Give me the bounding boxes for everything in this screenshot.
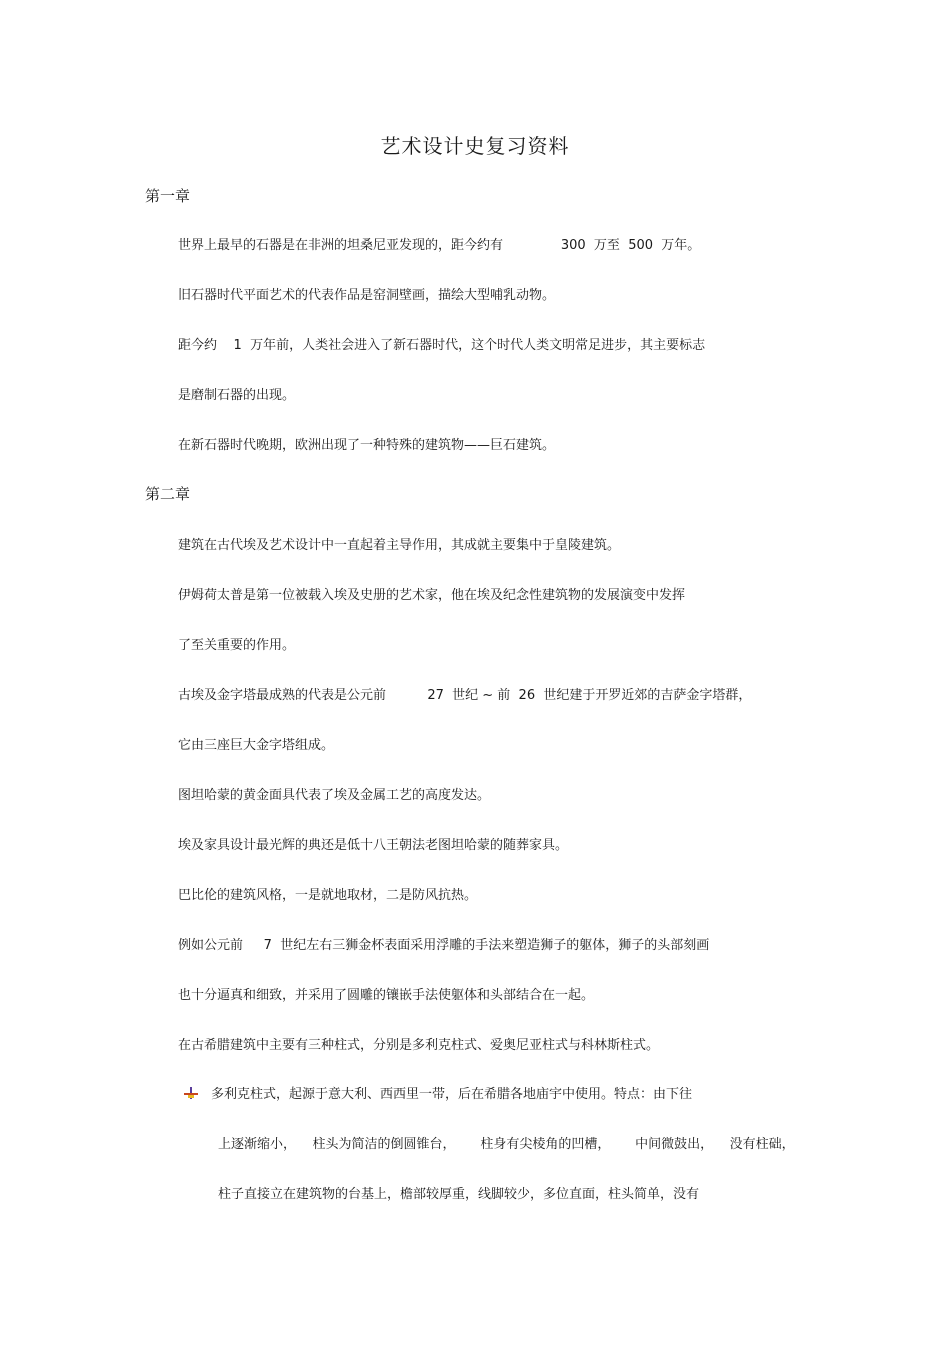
chapter-1-paragraph: 世界上最早的石器是在非洲的坦桑尼亚发现的，距今约有 300 万至 500 万年。 [178, 238, 701, 253]
chapter-1-paragraph: 在新石器时代晚期，欧洲出现了一种特殊的建筑物——巨石建筑。 [178, 438, 556, 453]
chapter-2-paragraph: 建筑在古代埃及艺术设计中一直起着主导作用，其成就主要集中于皇陵建筑。 [178, 538, 621, 553]
chapter-1-paragraph: 旧石器时代平面艺术的代表作品是窑洞壁画，描绘大型哺乳动物。 [178, 288, 556, 303]
chapter-2-paragraph: 埃及家具设计最光辉的典还是低十八王朝法老图坦哈蒙的随葬家具。 [178, 838, 569, 853]
chapter-2-paragraph: 伊姆荷太普是第一位被载入埃及史册的艺术家，他在埃及纪念性建筑物的发展演变中发挥 [178, 588, 686, 603]
chapter-2-paragraph: 在古希腊建筑中主要有三种柱式，分别是多利克柱式、爱奥尼亚柱式与科林斯柱式。 [178, 1038, 660, 1053]
chapter-1-paragraph: 距今约 1 万年前，人类社会进入了新石器时代，这个时代人类文明常足进步，其主要标志 [178, 338, 706, 353]
document-title: 艺术设计史复习资料 [380, 134, 570, 158]
chapter-1-paragraph: 是磨制石器的出现。 [178, 388, 296, 403]
chapter-2-paragraph: 例如公元前 7 世纪左右三狮金杯表面采用浮雕的手法来塑造狮子的躯体，狮子的头部刻画 [178, 938, 710, 953]
chapter-2-paragraph: 巴比伦的建筑风格，一是就地取材，二是防风抗热。 [178, 888, 478, 903]
chapter-2-paragraph: 了至关重要的作用。 [178, 638, 296, 653]
bullet-continuation: 上逐渐缩小， 柱头为简洁的倒圆锥台， 柱身有尖棱角的凹槽， 中间微鼓出， 没有柱础， [218, 1137, 795, 1152]
chapter-2-paragraph: 也十分逼真和细致，并采用了圆雕的镶嵌手法使躯体和头部结合在一起。 [178, 988, 595, 1003]
chapter-2-paragraph: 图坦哈蒙的黄金面具代表了埃及金属工艺的高度发达。 [178, 788, 491, 803]
bullet-cross-icon [184, 1087, 198, 1099]
chapter-2-paragraph: 它由三座巨大金字塔组成。 [178, 738, 335, 753]
chapter-2-heading: 第二章 [145, 485, 191, 503]
chapter-2-paragraph: 古埃及金字塔最成熟的代表是公元前 27 世纪 ~ 前 26 世纪建于开罗近郊的吉萨金字塔群， [178, 688, 752, 703]
bullet-continuation: 柱子直接立在建筑物的台基上，檐部较厚重，线脚较少，多位直面，柱头简单，没有 [218, 1187, 700, 1202]
bullet-item-doric [184, 1083, 692, 1102]
bullet-text: 多利克柱式，起源于意大利、西西里一带，后在希腊各地庙宇中使用。特点：由下往 [211, 1087, 693, 1102]
chapter-1-heading: 第一章 [145, 187, 191, 205]
